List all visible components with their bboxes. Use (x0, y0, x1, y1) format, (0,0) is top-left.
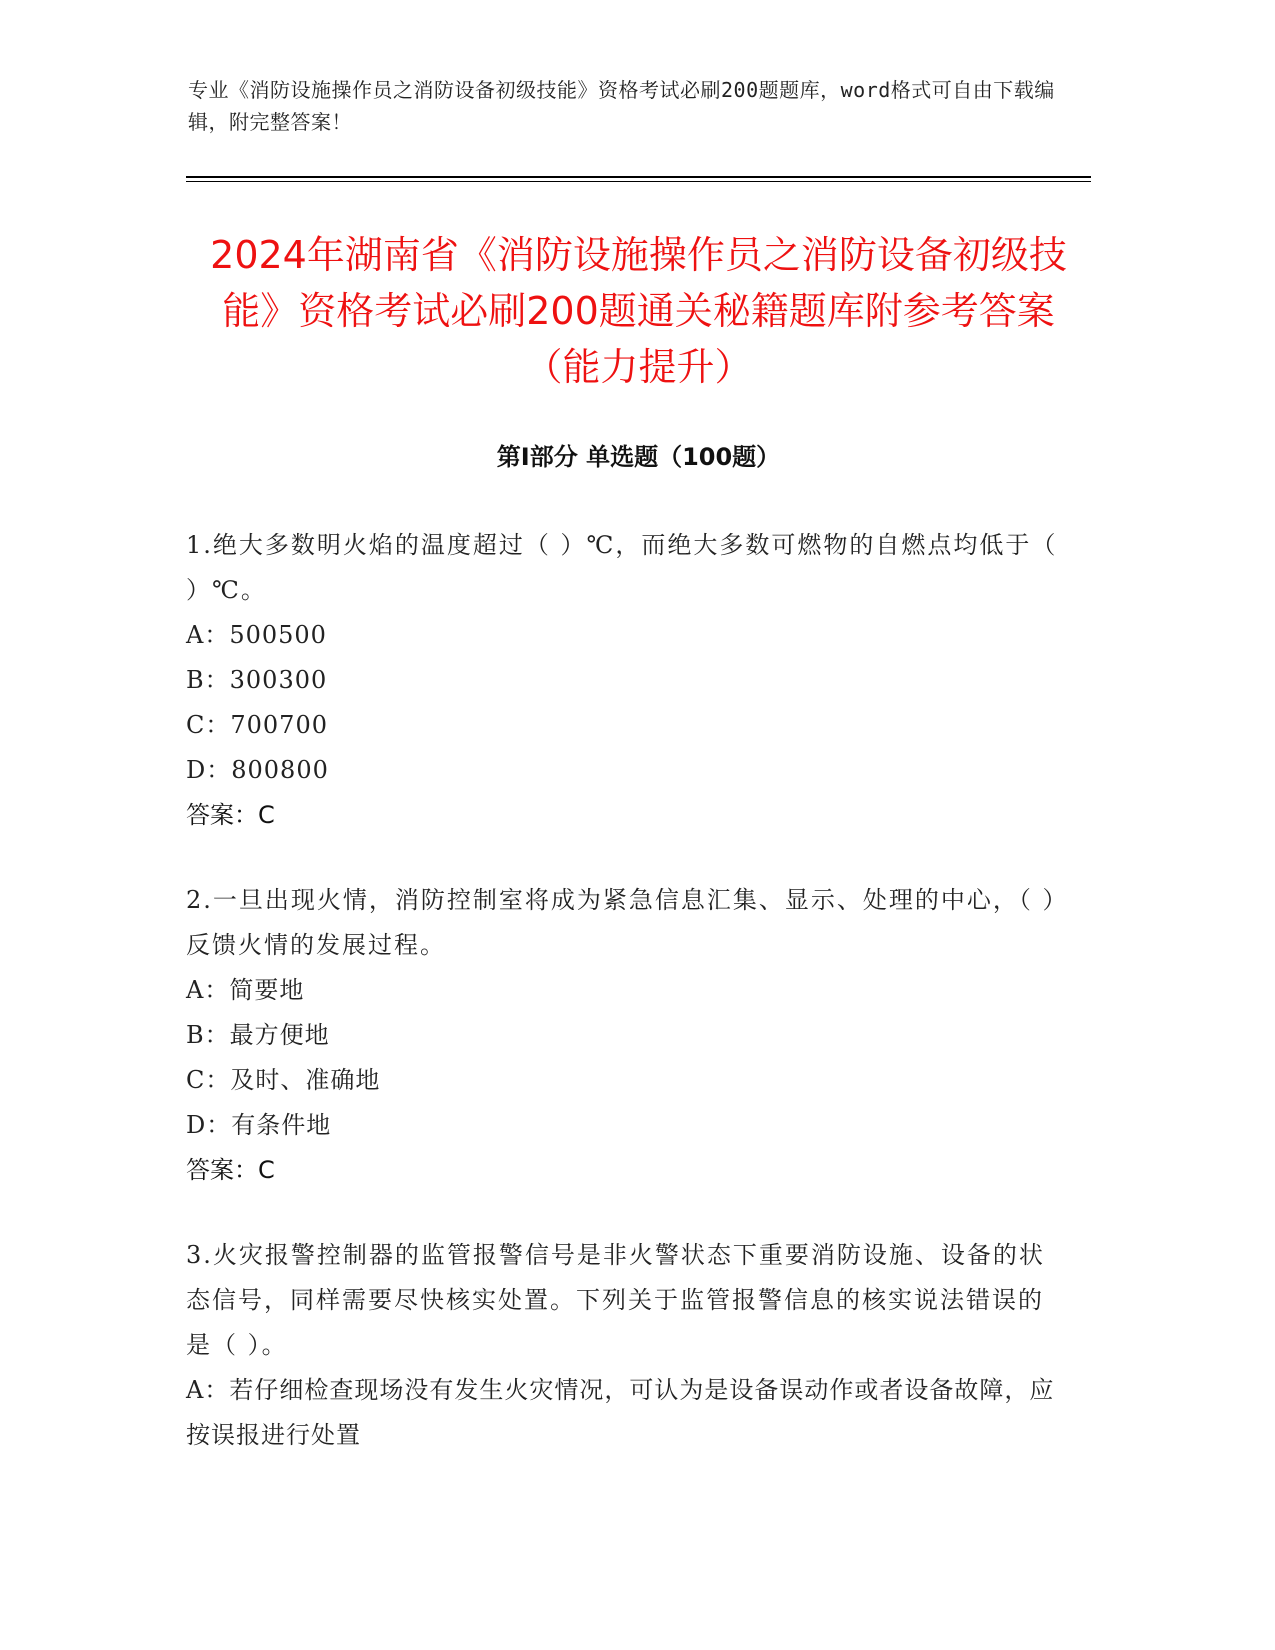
header-rule-thick (186, 176, 1091, 178)
option-c: C：及时、准确地 (186, 1066, 381, 1094)
question-stem: 3.火灾报警控制器的监管报警信号是非火警状态下重要消防设施、设备的状态信号，同样需要尽快核实处置。下列关于监管报警信息的核实说法错误的是（ ）。 (186, 1241, 1045, 1359)
option-a: A：若仔细检查现场没有发生火灾情况，可认为是设备误动作或者设备故障，应按误报进行处置 (186, 1376, 1055, 1449)
header-note: 专业《消防设施操作员之消防设备初级技能》资格考试必刷200题题库，word格式可自由下载编辑，附完整答案！ (188, 78, 1055, 134)
document-title: 2024年湖南省《消防设施操作员之消防设备初级技能》资格考试必刷200题通关秘籍题库附参考答案（能力提升） (210, 233, 1067, 389)
question-stem: 2.一旦出现火情，消防控制室将成为紧急信息汇集、显示、处理的中心，（ ）反馈火情的发展过程。 (186, 886, 1057, 959)
option-a: A：500500 (186, 621, 327, 649)
option-b: B：最方便地 (186, 1021, 330, 1049)
option-d: D：800800 (186, 756, 329, 784)
option-b: B：300300 (186, 666, 328, 694)
option-a: A：简要地 (186, 976, 305, 1004)
question-3 (186, 1233, 1066, 1458)
section-title: 第Ⅰ部分 单选题（100题） (496, 443, 781, 471)
question-1 (186, 523, 1066, 838)
answer: 答案：C (186, 1156, 275, 1184)
header-rule-thin (186, 181, 1091, 182)
question-stem: 1.绝大多数明火焰的温度超过（ ）℃，而绝大多数可燃物的自燃点均低于（ ）℃。 (186, 531, 1058, 604)
question-2 (186, 878, 1066, 1193)
option-c: C：700700 (186, 711, 328, 739)
answer: 答案：C (186, 801, 275, 829)
option-d: D：有条件地 (186, 1111, 332, 1139)
